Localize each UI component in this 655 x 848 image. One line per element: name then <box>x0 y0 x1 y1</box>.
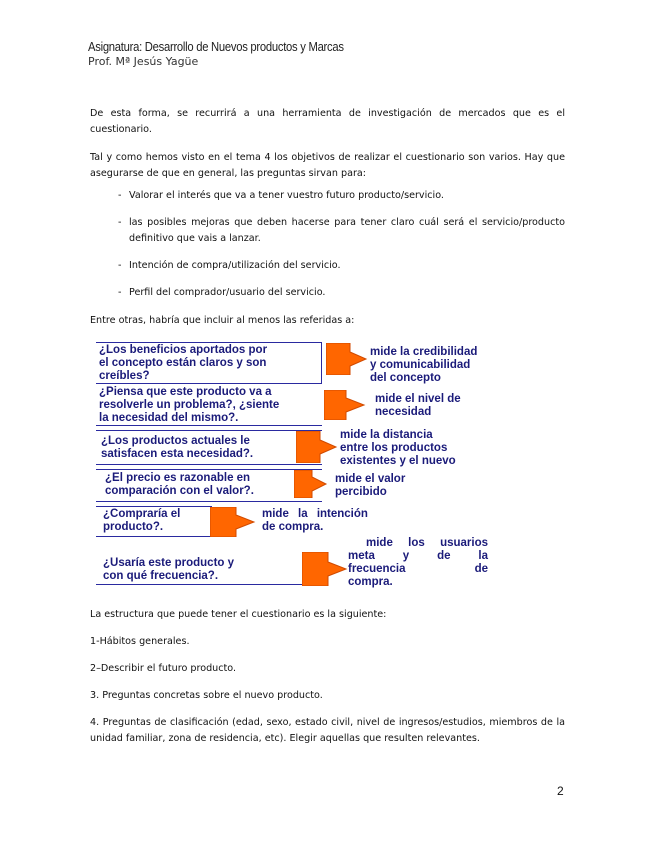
orange-arrow-callout-icon <box>294 470 328 498</box>
callout-shape <box>294 470 326 498</box>
diagram-answer: mide la credibilidad y comunicabilidad del concepto <box>370 346 478 384</box>
callout-shape <box>326 343 366 375</box>
blue-rule-line <box>96 469 322 470</box>
blue-rule-line <box>96 464 322 465</box>
document-header-title: Asignatura: Desarrollo de Nuevos productos y Marcas <box>88 40 344 54</box>
page-number: 2 <box>557 784 564 798</box>
blue-rule-line <box>96 584 306 585</box>
diagram-answer: mide el valor percibido <box>335 473 406 498</box>
diagram-answer: mide la distancia entre los productos existentes y el nuevo <box>340 429 456 467</box>
diagram-question: ¿Los beneficios aportados por el concepto están claros y son creíbles? <box>99 344 268 382</box>
bullet-text: las posibles mejoras que deben hacerse para tener claro cuál será el servicio/producto definitivo que vais a lanzar. <box>129 217 565 244</box>
blue-rule-line <box>96 430 322 431</box>
bullet-dash: - <box>118 190 122 201</box>
bullet-text: Valorar el interés que va a tener vuestro futuro producto/servicio. <box>129 190 444 201</box>
diagram-intro-paragraph: Entre otras, habría que incluir al menos las referidas a: <box>90 315 355 326</box>
diagram-answer: mide la intención de compra. <box>262 508 368 533</box>
orange-arrow-callout-icon <box>210 507 256 537</box>
bullet-text: Intención de compra/utilización del servicio. <box>129 260 341 271</box>
callout-shape <box>296 431 336 463</box>
orange-arrow-callout-icon <box>302 552 348 586</box>
callout-shape <box>210 507 254 537</box>
blue-rule-line <box>96 342 322 343</box>
diagram-answer: mide los usuarios meta y de la frecuencia de compra. <box>348 537 488 588</box>
bullet-dash: - <box>118 217 122 228</box>
structure-item-1: 1-Hábitos generales. <box>90 636 190 647</box>
structure-item-2: 2–Describir el futuro producto. <box>90 663 237 674</box>
blue-rule-line <box>96 425 322 426</box>
diagram-question: ¿Los productos actuales le satisfacen esta necesidad?. <box>101 435 254 460</box>
orange-arrow-callout-icon <box>296 431 338 463</box>
blue-rule-line <box>321 342 322 383</box>
blue-rule-line <box>96 383 322 384</box>
blue-rule-line <box>96 506 212 507</box>
diagram-question: ¿Compraría el producto?. <box>103 508 181 533</box>
bullet-text: Perfil del comprador/usuario del servicio. <box>129 287 326 298</box>
intro-paragraph-2: Tal y como hemos visto en el tema 4 los objetivos de realizar el cuestionario son varios. Hay que asegurarse de que en general, las preguntas sirvan para: <box>90 152 565 179</box>
bullet-dash: - <box>118 287 122 298</box>
document-header-author: Prof. Mª Jesús Yagüe <box>88 55 199 68</box>
structure-item-4: 4. Preguntas de clasificación (edad, sexo, estado civil, nivel de ingresos/estudios, miembros de la unidad familiar, zona de residencia, etc). Elegir aquellas que resulten relevantes. <box>90 717 565 744</box>
blue-rule-line <box>96 501 322 502</box>
callout-shape <box>302 552 346 586</box>
orange-arrow-callout-icon <box>326 343 368 375</box>
diagram-answer: mide el nivel de necesidad <box>375 393 461 418</box>
diagram-question: ¿Usaría este producto y con qué frecuencia?. <box>103 557 235 582</box>
callout-shape <box>324 390 364 420</box>
bullet-dash: - <box>118 260 122 271</box>
structure-item-3: 3. Preguntas concretas sobre el nuevo producto. <box>90 690 323 701</box>
diagram-question: ¿Piensa que este producto va a resolverle un problema?, ¿siente la necesidad del mismo?. <box>99 386 280 424</box>
structure-intro: La estructura que puede tener el cuestionario es la siguiente: <box>90 609 387 620</box>
blue-rule-line <box>96 536 212 537</box>
diagram-question: ¿El precio es razonable en comparación con el valor?. <box>105 472 254 497</box>
intro-paragraph-1: De esta forma, se recurrirá a una herramienta de investigación de mercados que es el cuestionario. <box>90 108 565 135</box>
orange-arrow-callout-icon <box>324 390 366 420</box>
